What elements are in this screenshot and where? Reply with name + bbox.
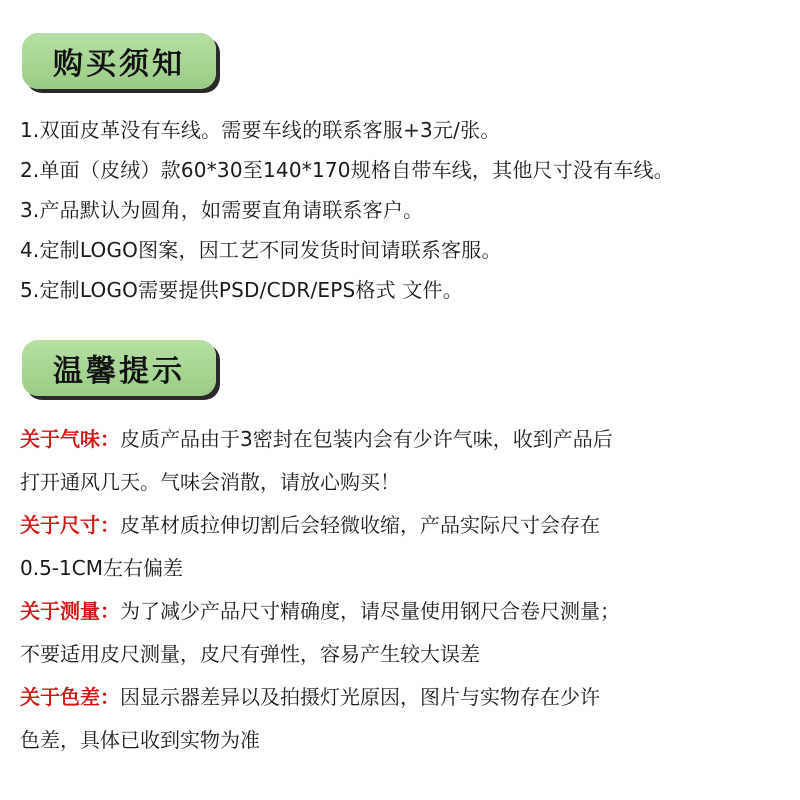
tip-label: 关于测量： (20, 599, 120, 623)
tip-line (20, 418, 780, 461)
purchase-notice-list (20, 110, 790, 310)
list-item: 3.产品默认为圆角，如需要直角请联系客户。 (20, 198, 424, 222)
warm-tips-heading: 温馨提示 (22, 340, 216, 396)
tip-color-difference (20, 676, 780, 762)
tip-label: 关于气味： (20, 427, 120, 451)
tip-line (20, 676, 780, 719)
tip-line: 不要适用皮尺测量，皮尺有弹性，容易产生较大误差 (20, 642, 480, 666)
list-item: 5.定制LOGO需要提供PSD/CDR/EPS格式 文件。 (20, 278, 463, 302)
tip-smell (20, 418, 780, 504)
list-item: 1.双面皮革没有车线。需要车线的联系客服+3元/张。 (20, 118, 501, 142)
tip-label: 关于色差： (20, 685, 120, 709)
list-item: 4.定制LOGO图案，因工艺不同发货时间请联系客服。 (20, 238, 502, 262)
tip-line: 打开通风几天。气味会消散，请放心购买！ (20, 470, 400, 494)
tip-text: 皮革材质拉伸切割后会轻微收缩，产品实际尺寸会存在 (120, 513, 600, 537)
tip-measurement (20, 590, 780, 676)
warm-tips-list (20, 418, 780, 762)
tip-line (20, 504, 780, 547)
tip-line (20, 590, 780, 633)
tip-size (20, 504, 780, 590)
tip-text: 皮质产品由于3密封在包装内会有少许气味，收到产品后 (120, 427, 613, 451)
tip-label: 关于尺寸： (20, 513, 120, 537)
tip-text: 为了减少产品尺寸精确度，请尽量使用钢尺合卷尺测量； (120, 599, 620, 623)
purchase-notice-heading: 购买须知 (22, 33, 216, 89)
tip-text: 因显示器差异以及拍摄灯光原因，图片与实物存在少许 (120, 685, 600, 709)
list-item: 2.单面（皮绒）款60*30至140*170规格自带车线，其他尺寸没有车线。 (20, 158, 674, 182)
tip-line: 色差，具体已收到实物为准 (20, 728, 260, 752)
tip-line: 0.5-1CM左右偏差 (20, 556, 183, 580)
